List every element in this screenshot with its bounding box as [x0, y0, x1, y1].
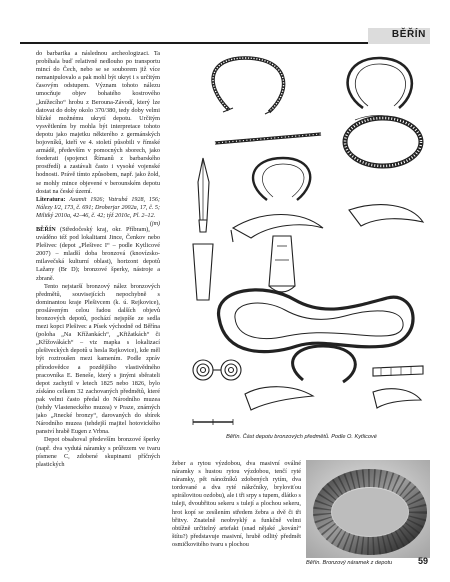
left-text-column: [36, 50, 160, 542]
running-header: BĚŘÍN: [391, 29, 426, 40]
entry-paragraph: [36, 226, 160, 283]
entry-text: (Středočeský kraj, okr. Příbram), uváděno též pod lokalitami Jince, Čenkov nebo Plešivec (depot „Plešivec I“ – podle Kytlicové 2007) – mladší doba bronzová (knovízsko-milavečská kulturní oblast), horizont depotů Lažany (Br D); bronzové šperky, nástroje a zbraně.: [36, 225, 160, 282]
paragraph: žeber a rytou výzdobou, dva masivní oválné náramky s hustou rytou výzdobou, tenčí ryté náramky, pět nánožníků zdobených rytím, dva tordované a dva ryté nákrčníky, bryloviťou spirálovitou ozdobu), ale i tři srpy s tupem, dlátko s tuleji, dvoubřitou sekeru s tulejí a plochou sekeru, hrot kopí se zesílením středem žebra a dvě či tři břitvy. Znatelně neobvyklý a funkčně velmi obtížně určitelný artefakt (snad nějaké „kování“ štítu?) představuje masivní, hrubě odlitý předmět osmičkovitého tvaru s plochou: [172, 460, 301, 548]
razor-drawing: [245, 387, 421, 410]
bracelet-drawing: [348, 58, 412, 108]
spiral-ornament-drawing: [193, 360, 241, 380]
anklet-drawing: [293, 346, 356, 382]
axe-drawing: [269, 236, 295, 292]
bar-fragment-drawing: [373, 366, 423, 376]
right-text-column: [172, 460, 301, 572]
sickle-drawing: [231, 215, 323, 243]
bracelet-photo: [306, 460, 430, 558]
page-number: 59: [417, 556, 428, 566]
sickle-drawing: [349, 205, 423, 226]
small-bracelet-drawing: [253, 158, 310, 200]
chisel-drawing: [193, 244, 213, 300]
twisted-bar-drawing: [215, 134, 321, 143]
literature-label: Literatura:: [36, 196, 66, 203]
neck-ring-drawing: [213, 58, 284, 114]
figure-eight-object-drawing: [219, 290, 413, 352]
literature-text: Axamit 1926; Vatrubá 1928, 156; Nálezy I/2, 173, č. 691; Droberjar 2002a, 17, č. 5; Militký 2010a, 42–46, č. 42; týž 2010c, Pl. 2–12.: [36, 196, 160, 219]
spearhead-drawing: [198, 158, 209, 232]
photo-caption: Běřín. Bronzový náramek z depotu: [306, 560, 393, 566]
scale-bar: [193, 419, 233, 425]
author-initials: (jm): [149, 220, 160, 227]
paragraph: Tento nejstarší bronzový nález bronzových předmětů, souvisejících nepochybně s dominantou kraje Plešivcem (k. ú. Rejkovice), prosláveným celou řadou dalších objevů bronzových depotů, pochází nejspíše ze sedla mezi kopci Plešivec a Písek východně od Běřína (polohа „Na Křížankách“, „Křižatkách“ či „Křížovákách“ – viz mapka s lokalizací plešiveckých depotů u hesla Rejkovice), kde měl být roztroušen mezi kamením. Podle zpráv přírodovědce a pozdějšího vlastivědného pracovníka E. Beneše, který s jinými sběrateli depot zachytil v letech 1825 nebo 1826, bylo získáno celkem 32 zachovaných předmětů, které pak velmi často předal do Národního muzea (tehdy Vlasteneckého muzea) v Praze, známých jako „Jinecké bronzy“, darovaných do sbírek Národního muzea (tehdejší majitel hotovického panství hrabě Eugen z Vrbna.: [36, 282, 160, 436]
paragraph: Depot obsahoval především bronzové šperky (např. dva vydutá náramky s průřezem ve tvaru písmene C, zdobené skupinami příčných plastických: [36, 436, 160, 468]
paragraph: do barbarika a následnou archeologizaci. Ta probíhala buď relativně nedlouho po transportu mincí do Čech, nebo se se souborem již více nemanipulovalo a pak mohl být ukryt i s určitým časovým odstupem. Význam tohoto nálezu umocňuje objev bohatého kostrového „knížecího“ hrobu z Berouna-Závodí, který lze datovat do doby okolo 370/380, tedy doby velmi blízké možnému ukrytí depotu. Určitým vysvětlením by mohla být interpretace tohoto depotu jako majetku některého z germánských bojovníků, kteří ve 4. století působili v římské armádě, především v pomocných sborech, jako foederati (spojenci Římanů z barbarského prostředí) a zastávali často i vysoké vojenské hodnosti. Právě tímto způsobem, např. jako žold, se mohly mince objevené v berounském depotu dostat na české území.: [36, 50, 160, 195]
literature-note: [36, 196, 160, 227]
figure-caption: Běřín. Část depotu bronzových předmětů. Podle O. Kytlicové: [226, 434, 377, 440]
entry-heading: BĚŘÍN: [36, 225, 56, 233]
torc-drawing: [345, 115, 421, 166]
bronze-hoard-drawing: [173, 50, 430, 432]
